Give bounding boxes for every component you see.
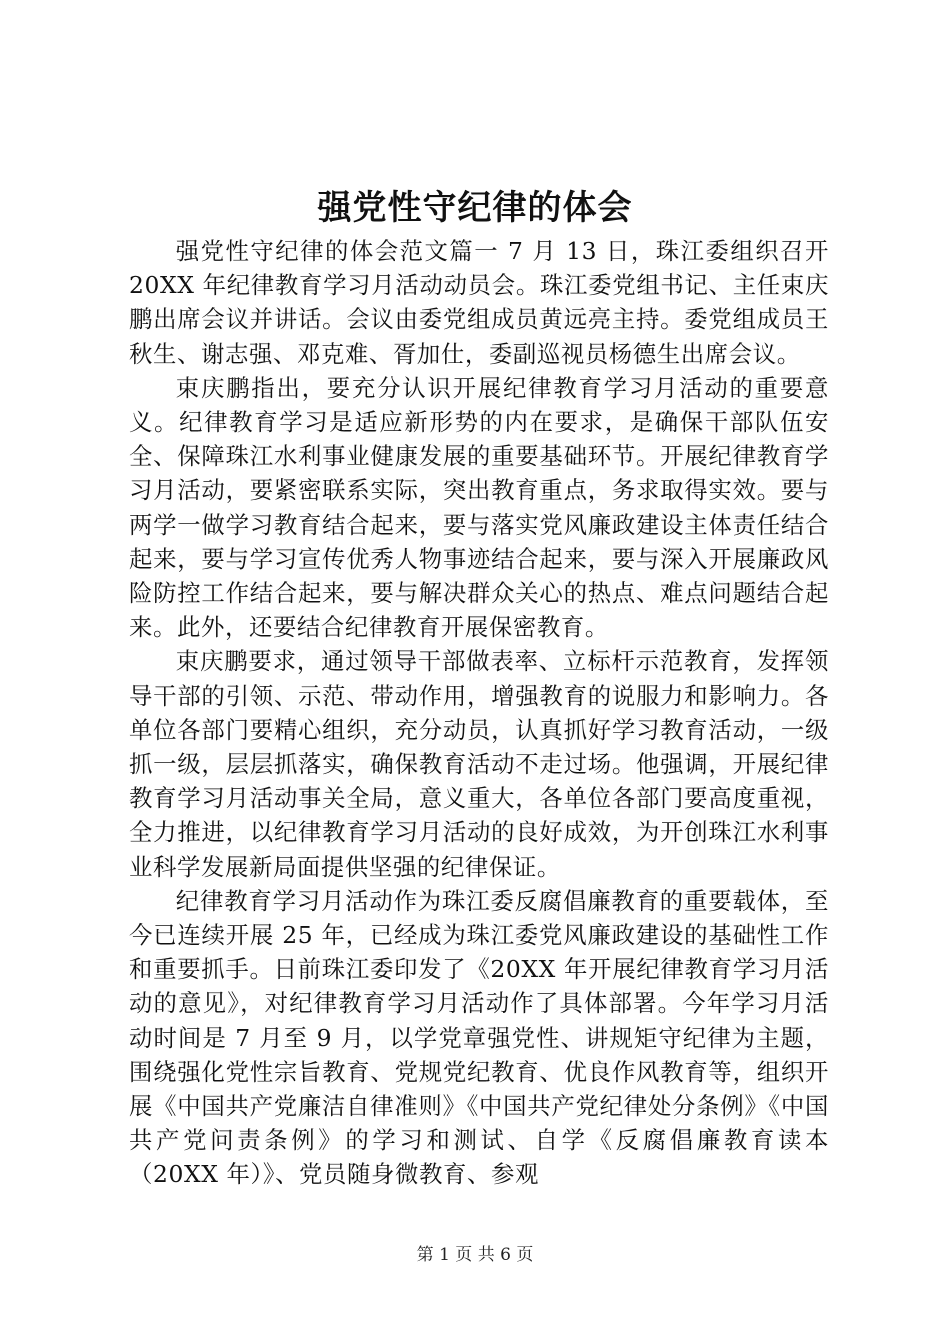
paragraph: 强党性守纪律的体会范文篇一 7 月 13 日，珠江委组织召开 20XX 年纪律教育学习月活动动员会。珠江委党组书记、主任束庆鹏出席会议并讲话。会议由委党组成员黄远亮主持。委党组成员王秋生、谢志强、邓克难、胥加仕，委副巡视员杨德生出席会议。 xyxy=(129,237,829,368)
paragraph: 束庆鹏要求，通过领导干部做表率、立标杆示范教育，发挥领导干部的引领、示范、带动作用，增强教育的说服力和影响力。各单位各部门要精心组织，充分动员，认真抓好学习教育活动，一级抓一级，层层抓落实，确保教育活动不走过场。他强调，开展纪律教育学习月活动事关全局，意义重大，各单位各部门要高度重视，全力推进，以纪律教育学习月活动的良好成效，为开创珠江水利事业科学发展新局面提供坚强的纪律保证。 xyxy=(129,647,829,881)
document-title: 强党性守纪律的体会 xyxy=(317,188,633,228)
paragraph: 束庆鹏指出，要充分认识开展纪律教育学习月活动的重要意义。纪律教育学习是适应新形势的内在要求，是确保干部队伍安全、保障珠江水利事业健康发展的重要基础环节。开展纪律教育学习月活动，要紧密联系实际，突出教育重点，务求取得实效。要与两学一做学习教育结合起来，要与落实党风廉政建设主体责任结合起来，要与学习宣传优秀人物事迹结合起来，要与深入开展廉政风险防控工作结合起来，要与解决群众关心的热点、难点问题结合起来。此外，还要结合纪律教育开展保密教育。 xyxy=(129,373,829,642)
page-number-footer: 第 1 页 共 6 页 xyxy=(416,1245,534,1265)
paragraph: 纪律教育学习月活动作为珠江委反腐倡廉教育的重要载体，至今已连续开展 25 年，已经成为珠江委党风廉政建设的基础性工作和重要抓手。日前珠江委印发了《20XX 年开展纪律教育学习月活动的意见》，对纪律教育学习月活动作了具体部署。今年学习月活动时间是 7 月至 9 月，以学党章强党性、讲规矩守纪律为主题，围绕强化党性宗旨教育、党规党纪教育、优良作风教育等，组织开展《中国共产党廉洁自律准则》《中国共产党纪律处分条例》《中国共产党问责条例》的学习和测试、自学《反腐倡廉教育读本（20XX 年）》、党员随身微教育、参观 xyxy=(129,886,829,1189)
document-body xyxy=(129,234,829,1192)
